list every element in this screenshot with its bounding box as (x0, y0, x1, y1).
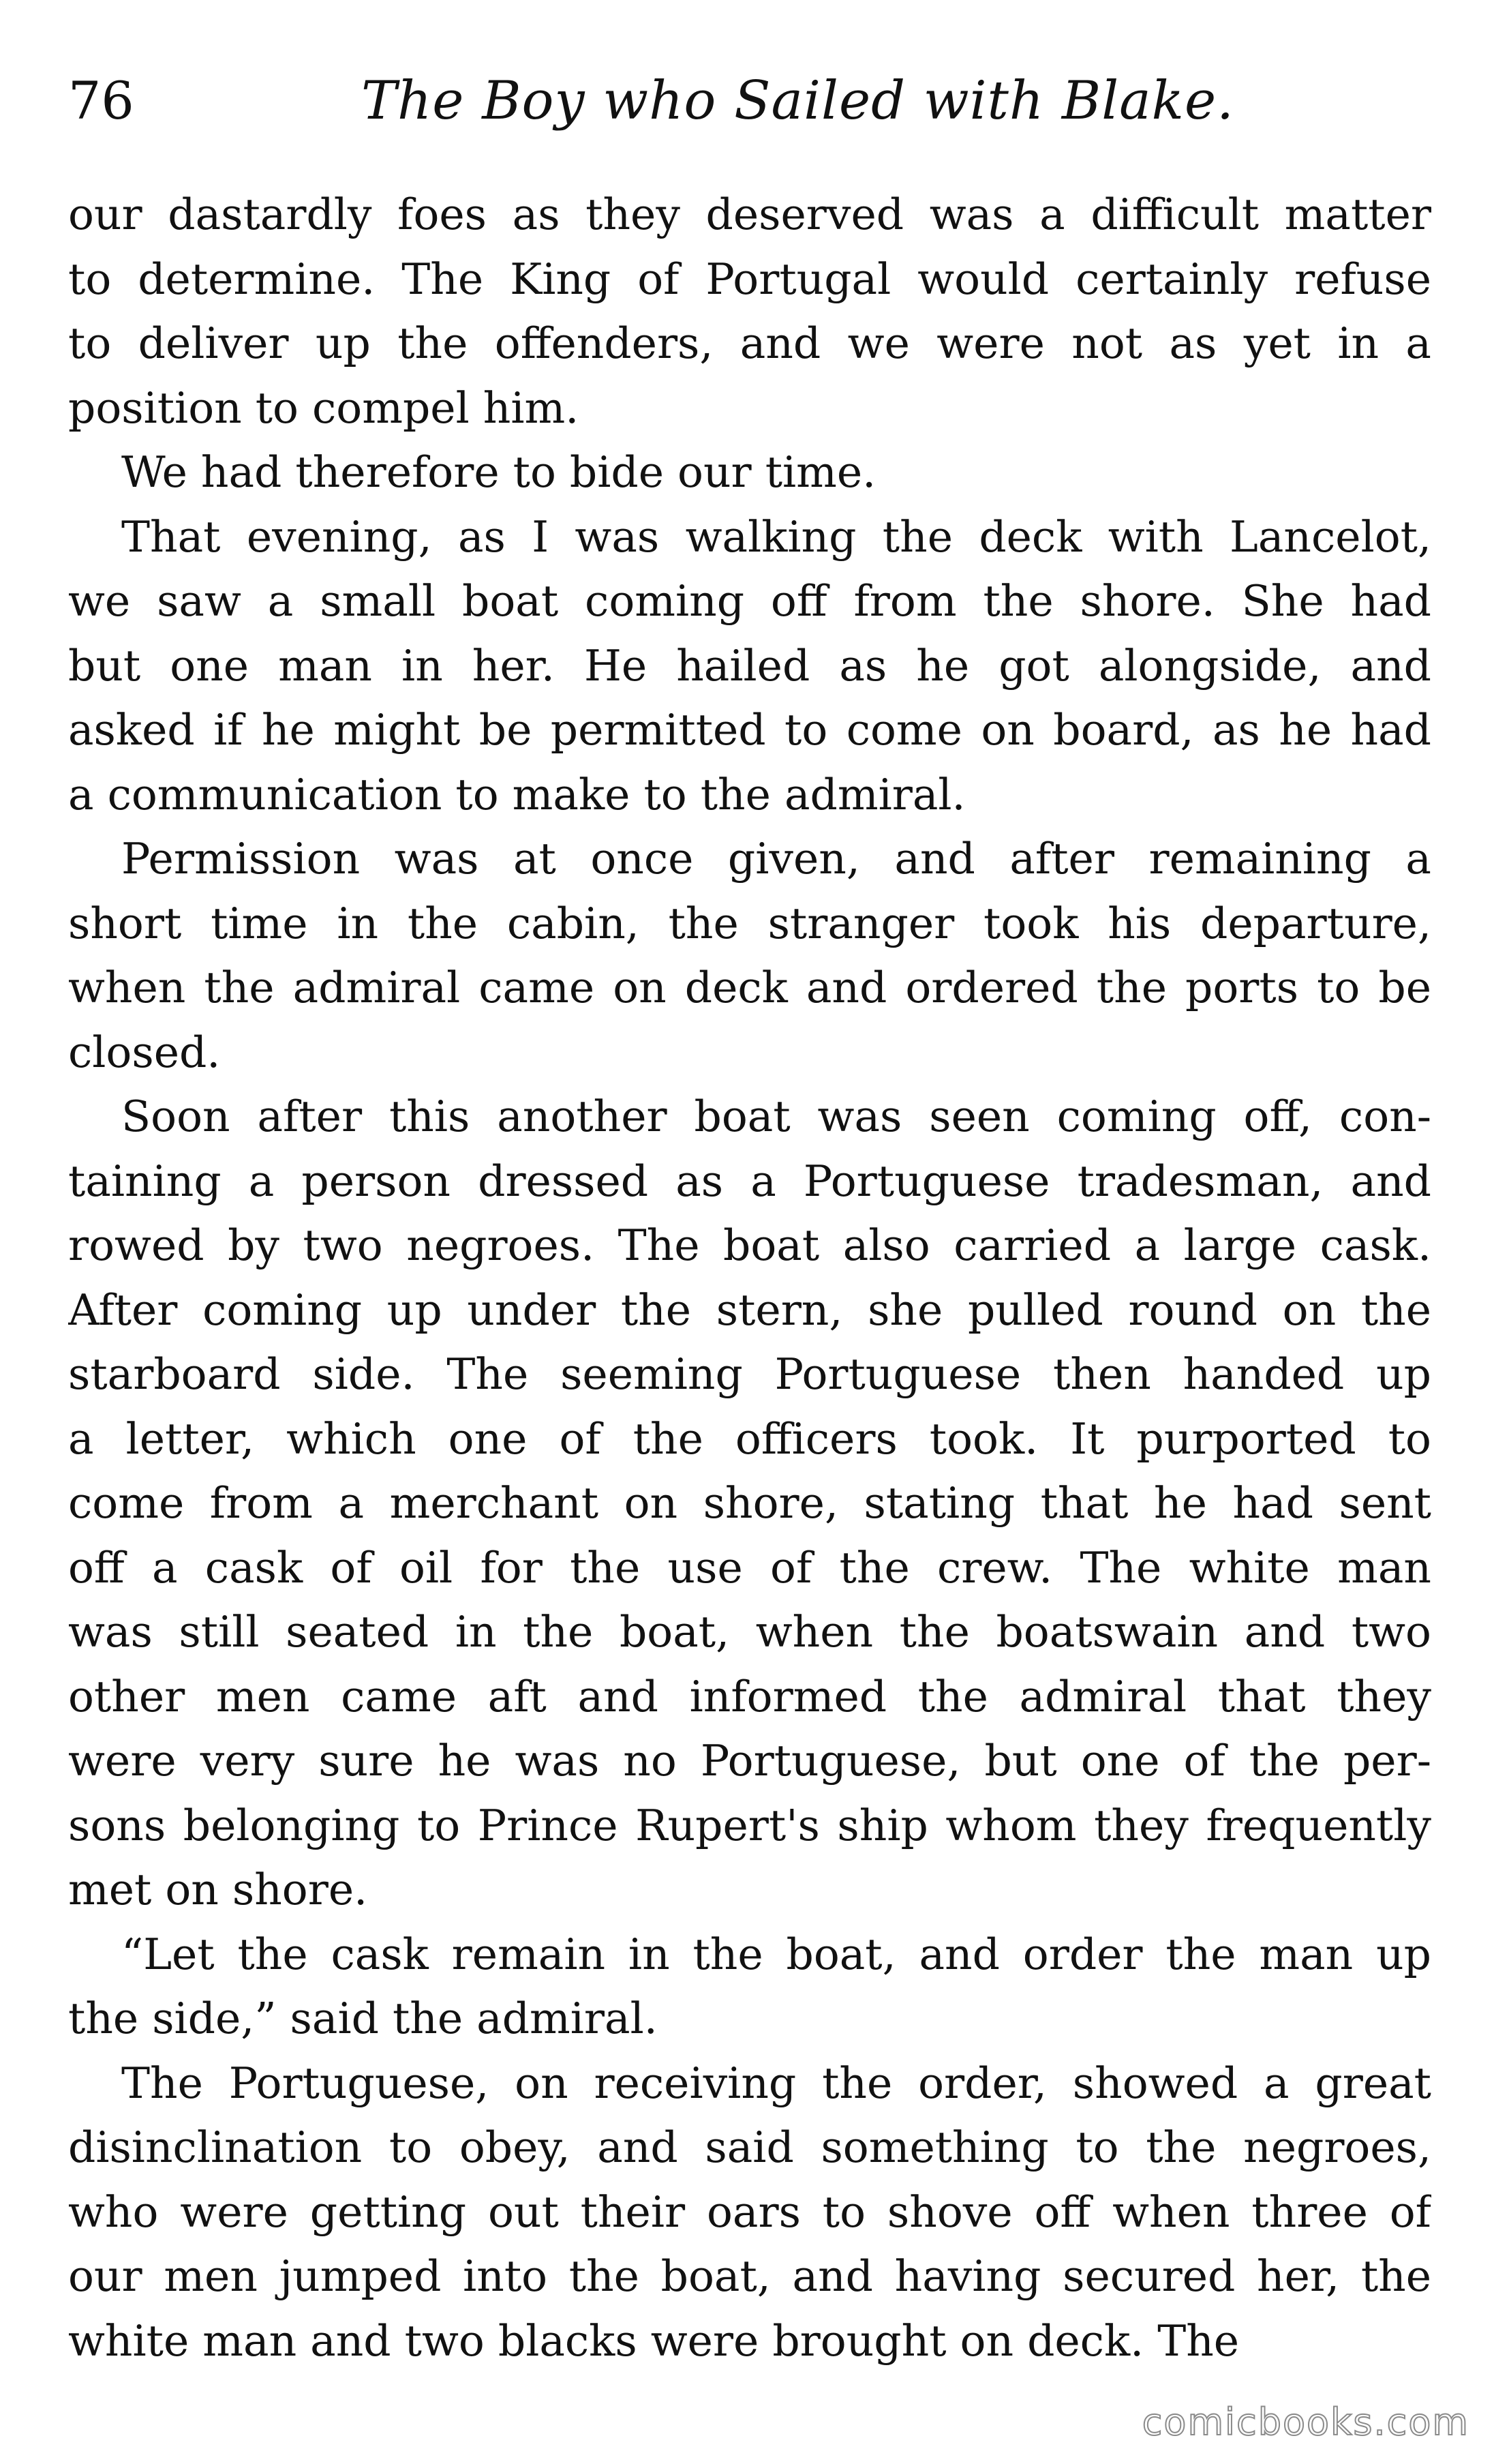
text-line: a letter, which one of the officers took. It purported to (68, 1413, 1431, 1464)
paragraph (68, 2052, 1431, 2374)
page-header (68, 60, 1431, 142)
text-line: was still seated in the boat, when the boatswain and two (68, 1607, 1431, 1657)
text-line: asked if he might be permitted to come on board, as he had (68, 705, 1431, 755)
running-title: The Boy who Sailed with Blake. (361, 70, 1234, 132)
text-line: sons belonging to Prince Rupert's ship whom they frequently (68, 1800, 1431, 1850)
text-line: white man and two blacks were brought on deck. The (68, 2315, 1240, 2366)
text-line: but one man in her. He hailed as he got alongside, and (68, 640, 1431, 691)
text-line: a communication to make to the admiral. (68, 769, 966, 820)
text-line: “Let the cask remain in the boat, and order the man up (121, 1929, 1431, 1979)
text-line: After coming up under the stern, she pulled round on the (68, 1284, 1431, 1335)
text-line: starboard side. The seeming Portuguese then handed up (68, 1349, 1431, 1399)
text-line: to determine. The King of Portugal would certainly refuse (68, 254, 1431, 304)
text-line: were very sure he was no Portuguese, but one of the per- (68, 1736, 1431, 1786)
page-number: 76 (68, 70, 134, 131)
paragraph (68, 1923, 1431, 2052)
text-line: to deliver up the offenders, and we were not as yet in a (68, 318, 1431, 368)
text-line: closed. (68, 1027, 221, 1077)
paragraph (68, 1085, 1431, 1923)
text-line: our men jumped into the boat, and having secured her, the (68, 2251, 1431, 2301)
text-line: our dastardly foes as they deserved was a difficult matter (68, 190, 1431, 239)
text-line: That evening, as I was walking the deck with Lancelot, (121, 511, 1431, 562)
text-line: We had therefore to bide our time. (121, 447, 876, 497)
text-line: off a cask of oil for the use of the crew. The white man (68, 1542, 1431, 1593)
text-line: other men came aft and informed the admiral that they (68, 1671, 1431, 1722)
text-line: the side,” said the admiral. (68, 1994, 658, 2043)
text-line: Soon after this another boat was seen coming off, con- (121, 1092, 1431, 1141)
paragraph (68, 827, 1431, 1085)
text-line: we saw a small boat coming off from the shore. She had (68, 576, 1431, 626)
text-line: rowed by two negroes. The boat also carried a large cask. (68, 1220, 1431, 1270)
text-line: when the admiral came on deck and ordered the ports to be (68, 963, 1431, 1012)
paragraph (68, 183, 1431, 440)
text-line: position to compel him. (68, 382, 579, 433)
paragraph (68, 505, 1431, 828)
body-text (68, 183, 1431, 2373)
text-line: taining a person dressed as a Portuguese tradesman, and (68, 1156, 1431, 1206)
watermark-logo: comicbooks.com (1142, 2401, 1469, 2444)
text-line: come from a merchant on shore, stating that he had sent (68, 1478, 1431, 1528)
text-line: who were getting out their oars to shove off when three of (68, 2187, 1431, 2237)
text-line: The Portuguese, on receiving the order, showed a great (121, 2058, 1431, 2108)
paragraph (68, 440, 1431, 505)
text-line: met on shore. (68, 1865, 368, 1914)
text-line: Permission was at once given, and after remaining a (121, 834, 1431, 884)
text-line: disinclination to obey, and said something to the negroes, (68, 2122, 1431, 2172)
text-line: short time in the cabin, the stranger took his departure, (68, 898, 1431, 948)
